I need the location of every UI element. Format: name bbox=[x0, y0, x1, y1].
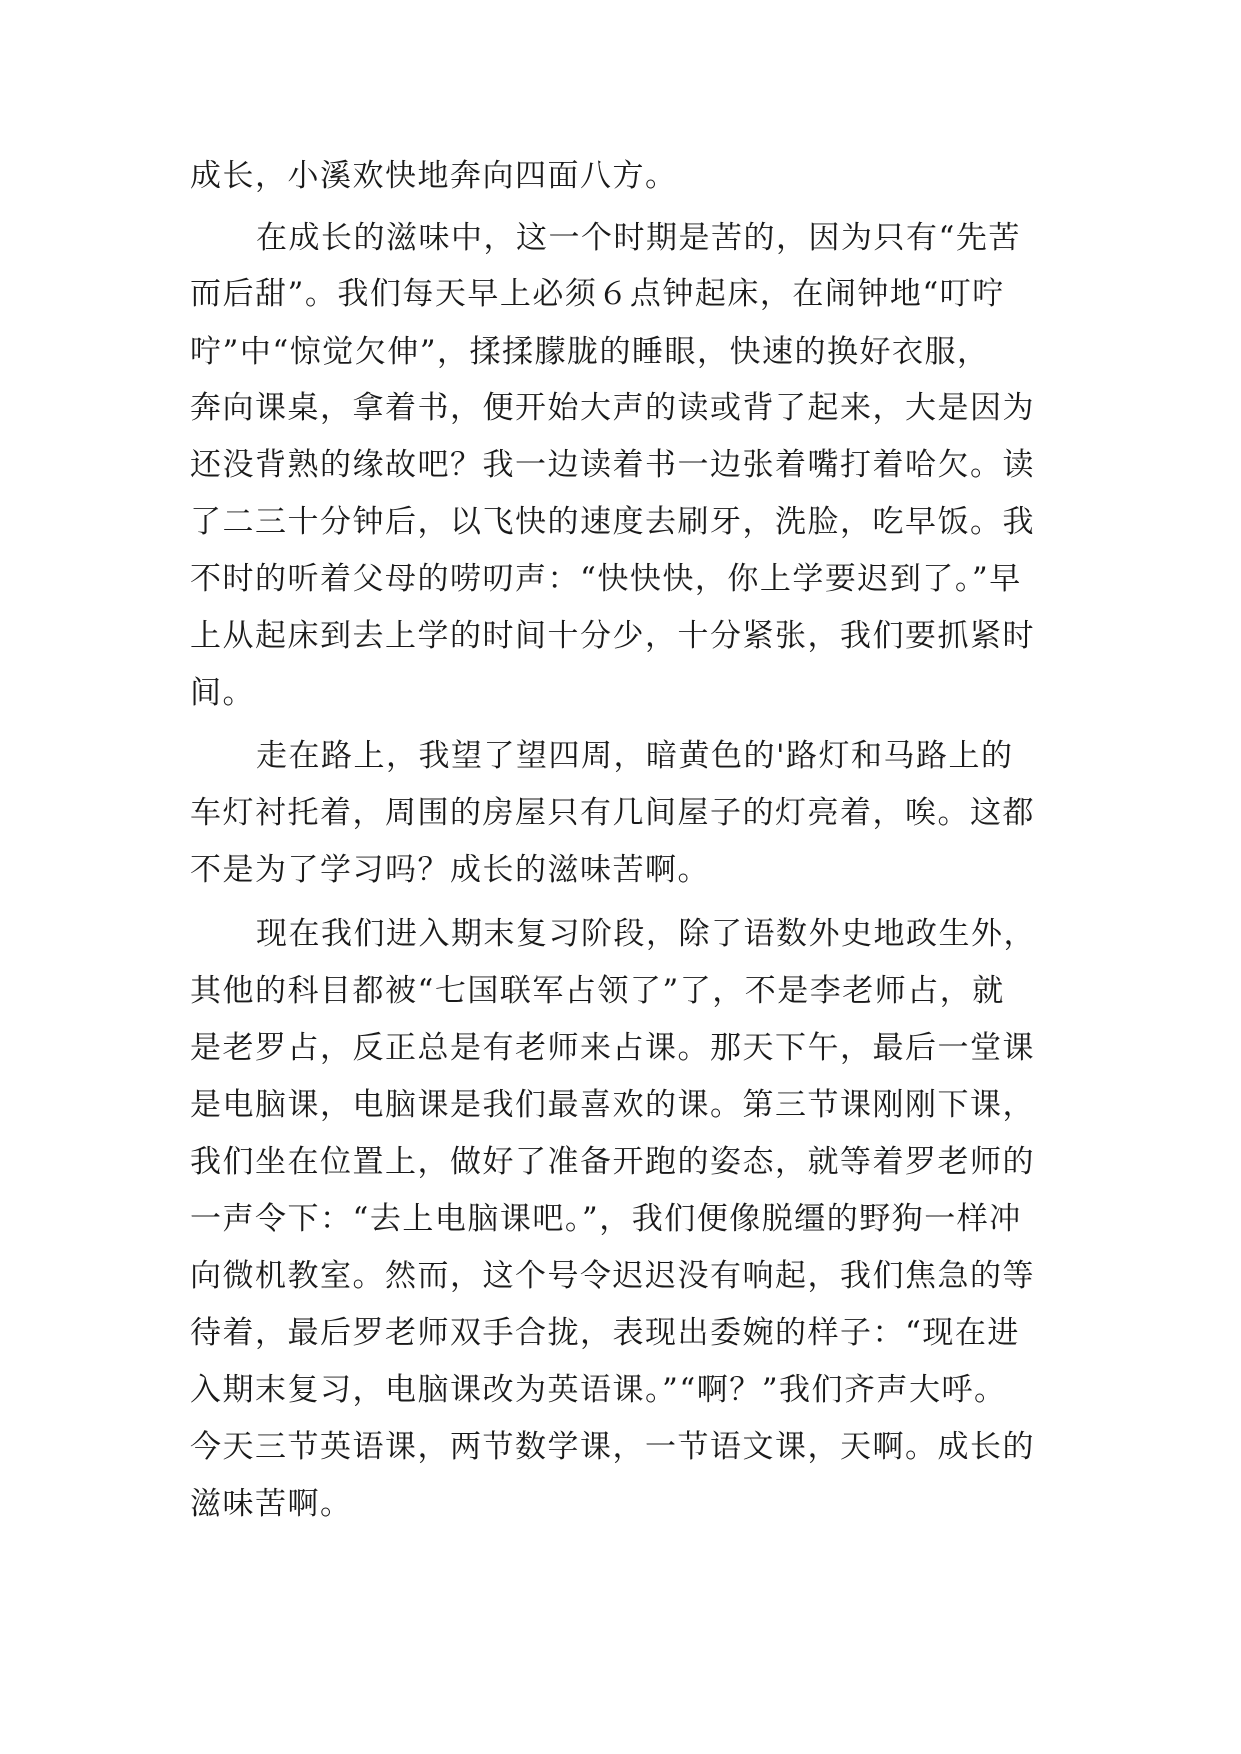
text-line: 今天三节英语课，两节数学课，一节语文课，天啊。成长的 bbox=[190, 1429, 1035, 1465]
text-line: 了二三十分钟后，以飞快的速度去刷牙，洗脸，吃早饭。我 bbox=[190, 504, 1035, 540]
text-line: 向微机教室。然而，这个号令迟迟没有响起，我们焦急的等 bbox=[190, 1258, 1035, 1294]
text-line: 奔向课桌，拿着书，便开始大声的读或背了起来，大是因为 bbox=[190, 390, 1035, 426]
text-line: 待着，最后罗老师双手合拢，表现出委婉的样子：“现在进 bbox=[190, 1315, 1020, 1351]
text-line: 其他的科目都被“七国联军占领了”了，不是李老师占，就 bbox=[190, 973, 1005, 1009]
text-line: 是电脑课，电脑课是我们最喜欢的课。第三节课刚刚下课， bbox=[190, 1087, 1035, 1123]
text-line: 滋味苦啊。 bbox=[190, 1486, 353, 1522]
text-line: 我们坐在位置上，做好了准备开跑的姿态，就等着罗老师的 bbox=[190, 1144, 1035, 1180]
text-line: 是老罗占，反正总是有老师来占课。那天下午，最后一堂课 bbox=[190, 1030, 1035, 1066]
text-line: 而后甜”。我们每天早上必须６点钟起床，在闹钟地“叮咛 bbox=[190, 276, 1005, 312]
paragraph-start-line: 在成长的滋味中，这一个时期是苦的，因为只有“先苦 bbox=[256, 220, 1021, 256]
paragraph-start-line: 现在我们进入期末复习阶段，除了语数外史地政生外， bbox=[256, 916, 1036, 952]
text-line: 还没背熟的缘故吧？我一边读着书一边张着嘴打着哈欠。读 bbox=[190, 447, 1035, 483]
paragraph-start-line: 走在路上，我望了望四周，暗黄色的'路灯和马路上的 bbox=[256, 738, 1014, 774]
text-line: 车灯衬托着，周围的房屋只有几间屋子的灯亮着，唉。这都 bbox=[190, 795, 1035, 831]
text-line: 咛”中“惊觉欠伸”，揉揉朦胧的睡眼，快速的换好衣服， bbox=[190, 334, 990, 370]
text-line: 不时的听着父母的唠叨声：“快快快，你上学要迟到了。”早 bbox=[190, 561, 1022, 597]
text-line: 间。 bbox=[190, 675, 255, 711]
text-line: 入期末复习，电脑课改为英语课。”“啊？”我们齐声大呼。 bbox=[190, 1372, 1007, 1408]
text-line: 不是为了学习吗？成长的滋味苦啊。 bbox=[190, 852, 710, 888]
text-line: 成长，小溪欢快地奔向四面八方。 bbox=[190, 158, 678, 194]
text-line: 一声令下：“去上电脑课吧。”，我们便像脱缰的野狗一样冲 bbox=[190, 1201, 1022, 1237]
text-line: 上从起床到去上学的时间十分少，十分紧张，我们要抓紧时 bbox=[190, 618, 1035, 654]
